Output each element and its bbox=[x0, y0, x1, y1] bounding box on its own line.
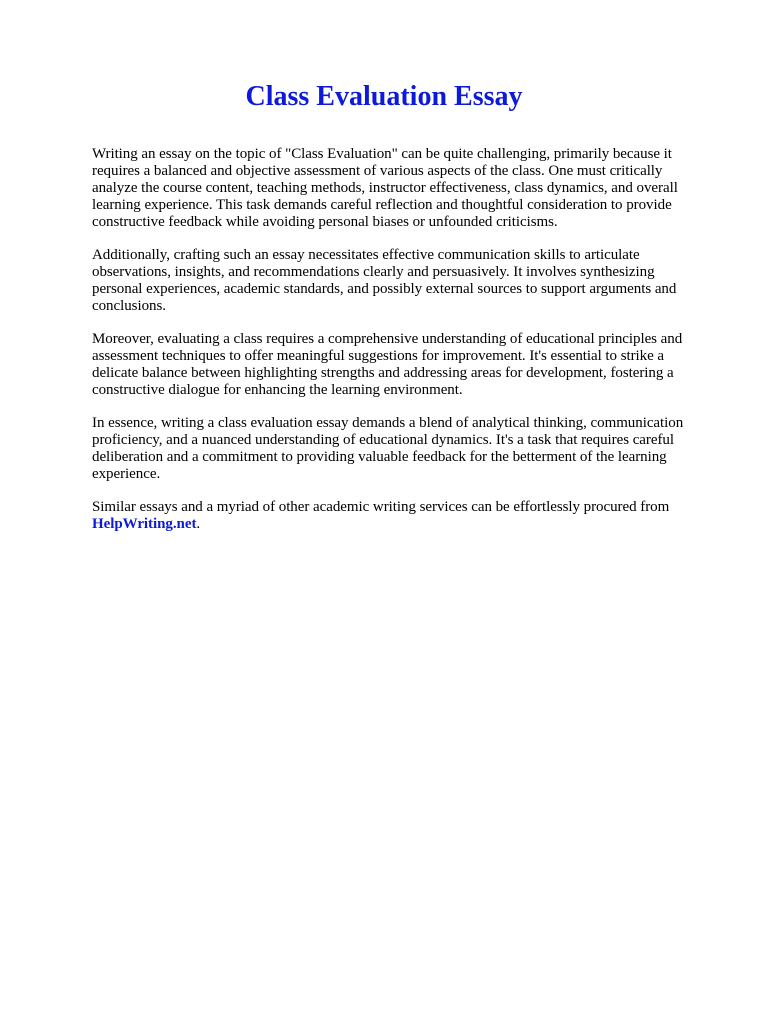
paragraph-4 bbox=[92, 415, 712, 483]
text-line: conclusions. bbox=[92, 298, 166, 314]
text-line: Writing an essay on the topic of "Class Evaluation" can be quite challenging, primarily because it bbox=[92, 146, 672, 162]
paragraph-1 bbox=[92, 146, 712, 231]
helpwriting-link[interactable]: HelpWriting.net bbox=[92, 516, 197, 532]
text-line: Additionally, crafting such an essay necessitates effective communication skills to articulate bbox=[92, 247, 640, 263]
text-line: In essence, writing a class evaluation essay demands a blend of analytical thinking, communication bbox=[92, 415, 684, 431]
text-line: proficiency, and a nuanced understanding of educational dynamics. It's a task that requires careful bbox=[92, 432, 674, 448]
paragraph-2 bbox=[92, 247, 712, 315]
text-line: delicate balance between highlighting strengths and addressing areas for development, fostering a bbox=[92, 365, 674, 381]
text-line: deliberation and a commitment to providing valuable feedback for the betterment of the learning bbox=[92, 449, 667, 465]
text-line: Similar essays and a myriad of other academic writing services can be effortlessly procured from bbox=[92, 499, 670, 515]
link-line bbox=[92, 516, 712, 533]
text-line: observations, insights, and recommendations clearly and persuasively. It involves synthesizing bbox=[92, 264, 655, 280]
text-line: learning experience. This task demands careful reflection and thoughtful consideration to provide bbox=[92, 197, 672, 213]
text-line: constructive dialogue for enhancing the learning environment. bbox=[92, 382, 463, 398]
text-line: experience. bbox=[92, 466, 161, 482]
page-title: Class Evaluation Essay bbox=[245, 81, 523, 112]
text-line: constructive feedback while avoiding personal biases or unfounded criticisms. bbox=[92, 214, 558, 230]
text-line: analyze the course content, teaching methods, instructor effectiveness, class dynamics, and overall bbox=[92, 180, 678, 196]
text-line: Moreover, evaluating a class requires a comprehensive understanding of educational principles and bbox=[92, 331, 683, 347]
link-trailing-period: . bbox=[196, 516, 201, 532]
text-line: assessment techniques to offer meaningful suggestions for improvement. It's essential to strike a bbox=[92, 348, 665, 364]
text-line: personal experiences, academic standards, and possibly external sources to support arguments and bbox=[92, 281, 677, 297]
paragraph-3 bbox=[92, 331, 712, 399]
text-line: requires a balanced and objective assessment of various aspects of the class. One must critically bbox=[92, 163, 663, 179]
closing-paragraph bbox=[92, 499, 712, 533]
essay-body bbox=[92, 146, 712, 549]
